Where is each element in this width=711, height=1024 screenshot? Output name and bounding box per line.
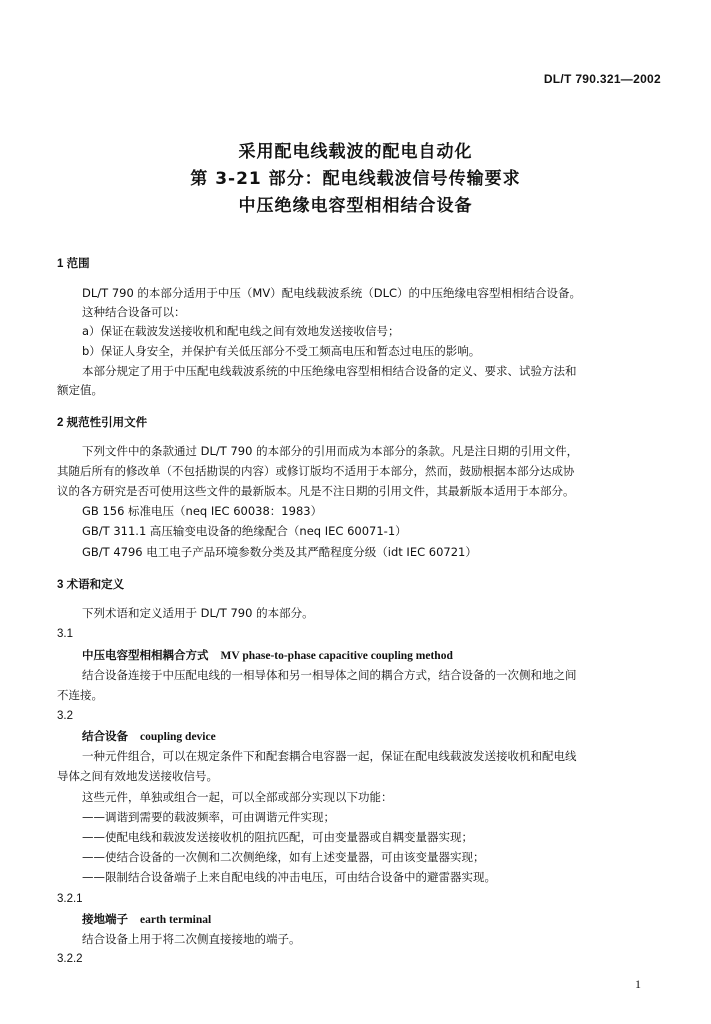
- section-1-paragraph-1: DL/T 790 的本部分适用于中压（MV）配电线载波系统（DLC）的中压绝缘电容型相相结合设备。: [82, 286, 581, 300]
- section-1-paragraph-3-line-2: 额定值。: [57, 383, 103, 397]
- clause-3-2-1-number: 3.2.1: [57, 893, 83, 905]
- term-3-2-1-en: earth terminal: [140, 914, 212, 926]
- function-item-4: ——限制结合设备端子上来自配电线的冲击电压，可由结合设备中的避雷器实现。: [82, 870, 496, 884]
- section-3-heading: 3 术语和定义: [57, 579, 125, 591]
- section-2-paragraph-line-3: 议的各方研究是否可使用这些文件的最新版本。凡是不注日期的引用文件，其最新版本适用于本部分。: [57, 484, 575, 498]
- clause-3-2-2-number: 3.2.2: [57, 953, 83, 965]
- term-3-1: [82, 648, 453, 663]
- term-3-2: [82, 729, 216, 744]
- section-2-paragraph-line-1: 下列文件中的条款通过 DL/T 790 的本部分的引用而成为本部分的条款。凡是注日期的引用文件，: [82, 444, 579, 458]
- document-title-line-3: 中压绝缘电容型相相结合设备: [238, 196, 473, 216]
- page-number: 1: [635, 977, 641, 991]
- document-title-line-2: 第 3-21 部分：配电线载波信号传输要求: [190, 169, 521, 189]
- definition-3-1-line-1: 结合设备连接于中压配电线的一相导体和另一相导体之间的耦合方式，结合设备的一次侧和地之间: [82, 668, 577, 682]
- document-title-line-1: 采用配电线载波的配电自动化: [238, 142, 473, 162]
- function-item-1: ——调谐到需要的载波频率，可由调谐元件实现；: [82, 810, 335, 824]
- reference-gbt4796: GB/T 4796 电工电子产品环境参数分类及其严酷程度分级（idt IEC 60721）: [82, 545, 477, 559]
- function-item-2: ——使配电线和载波发送接收机的阻抗匹配，可由变量器或自耦变量器实现；: [82, 830, 473, 844]
- reference-gb156: GB 156 标准电压（neq IEC 60038：1983）: [82, 504, 323, 518]
- clause-3-1-number: 3.1: [57, 628, 73, 640]
- standard-code: DL/T 790.321—2002: [543, 72, 661, 86]
- term-3-2-en: coupling device: [140, 731, 216, 743]
- section-1-paragraph-3-line-1: 本部分规定了用于中压配电线载波系统的中压绝缘电容型相相结合设备的定义、要求、试验方法和: [82, 364, 577, 378]
- section-2-paragraph-line-2: 其随后所有的修改单（不包括勘误的内容）或修订版均不适用于本部分，然而，鼓励根据本部分达成协: [57, 464, 575, 478]
- reference-gbt311: GB/T 311.1 高压输变电设备的绝缘配合（neq IEC 60071-1）: [82, 524, 407, 538]
- definition-3-1-line-2: 不连接。: [57, 688, 103, 702]
- term-3-2-1-zh: 接地端子: [82, 912, 128, 926]
- section-1-item-a: a）保证在载波发送接收机和配电线之间有效地发送接收信号；: [82, 324, 400, 338]
- term-3-1-en: MV phase-to-phase capacitive coupling method: [220, 650, 453, 662]
- section-1-heading: 1 范围: [57, 258, 90, 270]
- definition-3-2-line-3: 这些元件，单独或组合一起，可以全部或部分实现以下功能：: [82, 790, 393, 804]
- function-item-3: ——使结合设备的一次侧和二次侧绝缘，如有上述变量器，可由该变量器实现；: [82, 850, 485, 864]
- term-3-2-1: [82, 912, 211, 927]
- clause-3-2-number: 3.2: [57, 710, 73, 722]
- definition-3-2-line-2: 导体之间有效地发送接收信号。: [57, 769, 218, 783]
- definition-3-2-1: 结合设备上用于将二次侧直接接地的端子。: [82, 932, 301, 946]
- term-3-1-zh: 中压电容型相相耦合方式: [82, 648, 209, 662]
- section-1-paragraph-2: 这种结合设备可以：: [82, 305, 186, 319]
- term-3-2-zh: 结合设备: [82, 729, 128, 743]
- definition-3-2-line-1: 一种元件组合，可以在规定条件下和配套耦合电容器一起，保证在配电线载波发送接收机和配电线: [82, 749, 577, 763]
- section-1-item-b: b）保证人身安全，并保护有关低压部分不受工频高电压和暂态过电压的影响。: [82, 344, 481, 358]
- section-3-intro: 下列术语和定义适用于 DL/T 790 的本部分。: [82, 606, 314, 620]
- section-2-heading: 2 规范性引用文件: [57, 417, 148, 429]
